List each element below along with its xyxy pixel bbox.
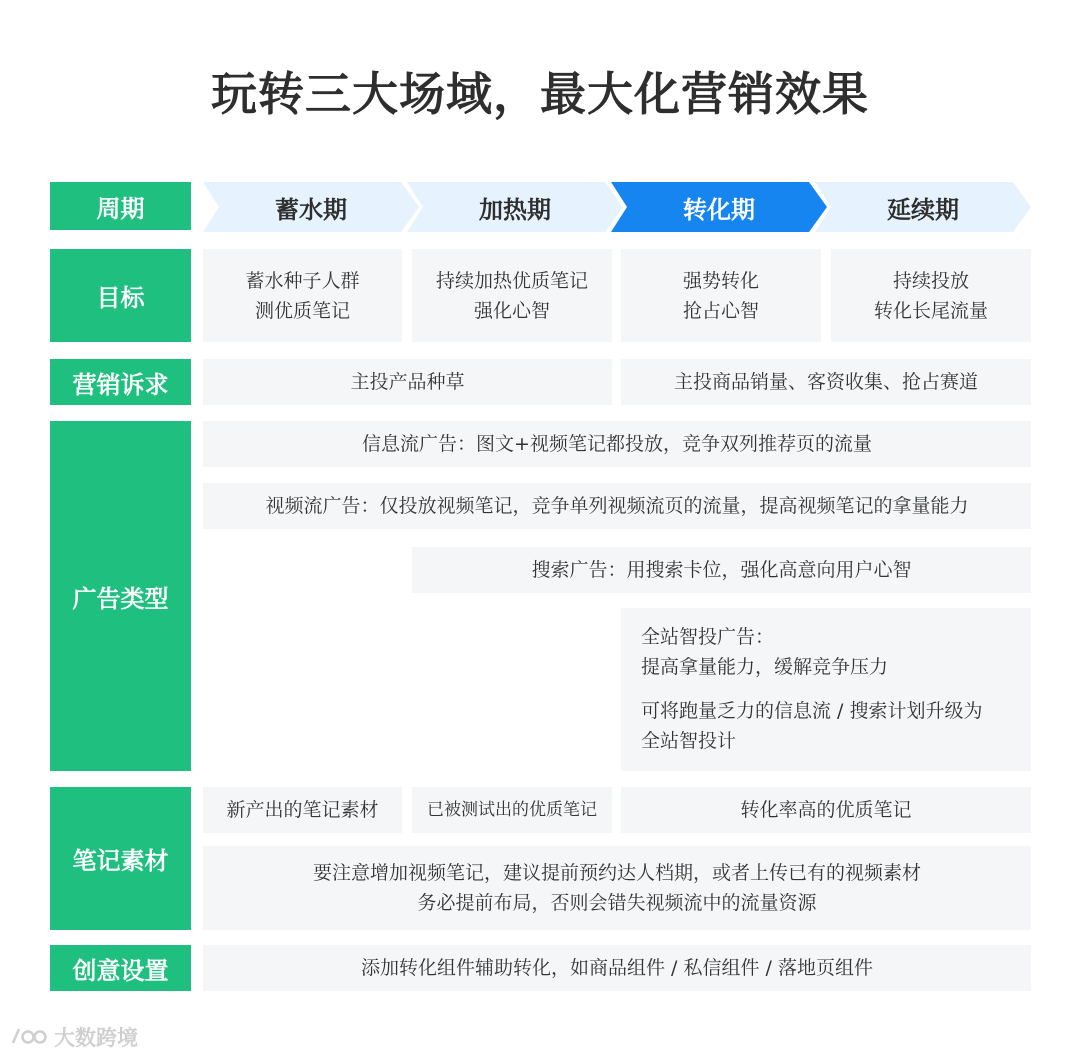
row-label-goal: 目标 [50, 249, 191, 342]
ad-smart-line-2: 提高拿量能力，缓解竞争压力 [641, 656, 889, 678]
notes-high-cell: 转化率高的优质笔记 [621, 787, 1031, 833]
watermark-logo-icon [10, 1025, 50, 1049]
appeal-right-cell: 主投商品销量、客资收集、抢占赛道 [621, 359, 1031, 405]
phase-chevron-1 [203, 182, 419, 232]
goal-cell-3-line-1: 强势转化 [682, 269, 759, 292]
row-label-cycle: 周期 [50, 182, 191, 230]
phase-label-1: 蓄水期 [275, 195, 347, 224]
row-label-notes: 笔记素材 [50, 787, 191, 930]
goal-cell-2-line-1: 持续加热优质笔记 [435, 269, 588, 292]
ad-feed-cell: 信息流广告：图文+视频笔记都投放，竞争双列推荐页的流量 [203, 421, 1031, 467]
phase-label-4: 延续期 [887, 195, 959, 224]
page-title: 玩转三大场域，最大化营销效果 [211, 67, 869, 121]
row-label-appeal: 营销诉求 [50, 359, 191, 405]
ad-smart-line-1: 全站智投广告： [641, 626, 775, 648]
ad-search-cell: 搜索广告：用搜索卡位，强化高意向用户心智 [412, 547, 1031, 593]
goal-cell-2-line-2: 强化心智 [473, 299, 550, 322]
ad-video-cell: 视频流广告：仅投放视频笔记，竞争单列视频流页的流量，提高视频笔记的拿量能力 [203, 483, 1031, 529]
ad-smart-line-3: 可将跑量乏力的信息流 / 搜索计划升级为 [641, 700, 983, 722]
notes-tip-line-1: 要注意增加视频笔记，建议提前预约达人档期，或者上传已有的视频素材 [312, 862, 921, 884]
phase-label-2: 加热期 [479, 195, 551, 224]
ad-smart-cell [621, 608, 1031, 771]
goal-cell-3-line-2: 抢占心智 [682, 299, 759, 322]
goal-cell-3 [621, 249, 821, 342]
notes-tested-cell: 已被测试出的优质笔记 [412, 787, 612, 833]
notes-tip-cell [203, 846, 1031, 930]
row-label-ad-type: 广告类型 [50, 421, 191, 771]
row-label-creative: 创意设置 [50, 945, 191, 991]
notes-tip-line-2: 务必提前布局，否则会错失视频流中的流量资源 [417, 892, 817, 914]
ad-smart-line-4: 全站智投计 [641, 730, 737, 752]
watermark-text: 大数跨境 [54, 1026, 138, 1050]
notes-new-cell: 新产出的笔记素材 [203, 787, 402, 833]
appeal-left-cell: 主投产品种草 [203, 359, 612, 405]
goal-cell-1-line-1: 蓄水种子人群 [245, 269, 360, 292]
phase-chevron-4 [815, 182, 1031, 232]
goal-cell-2 [412, 249, 612, 342]
phase-chevron-3-active [611, 182, 827, 232]
goal-cell-4-line-2: 转化长尾流量 [873, 299, 988, 322]
goal-cell-1 [203, 249, 402, 342]
phase-chevron-2 [407, 182, 623, 232]
goal-cell-4 [831, 249, 1031, 342]
phase-label-3: 转化期 [683, 195, 755, 224]
goal-cell-4-line-1: 持续投放 [892, 269, 969, 292]
watermark [10, 1022, 138, 1052]
goal-cell-1-line-2: 测优质笔记 [254, 299, 350, 322]
creative-cell: 添加转化组件辅助转化，如商品组件 / 私信组件 / 落地页组件 [203, 945, 1031, 991]
